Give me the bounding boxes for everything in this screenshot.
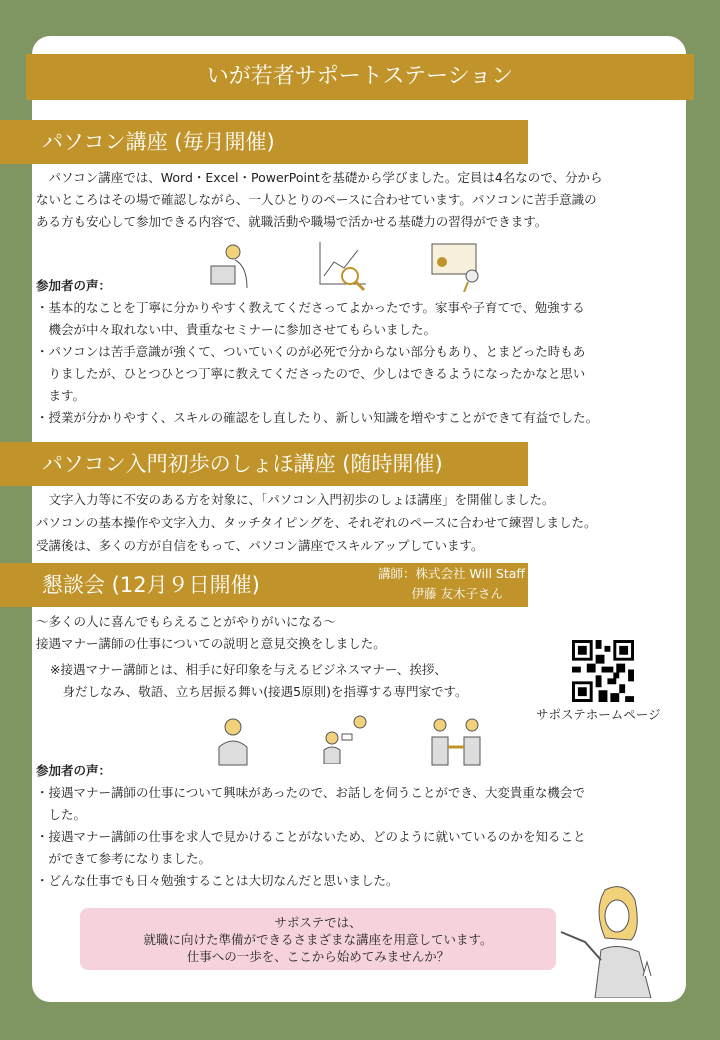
voice-item: ができて参考になりました。 <box>36 851 212 866</box>
speech-bubble <box>80 908 556 970</box>
seminar-note <box>50 659 467 703</box>
text-line: パソコンの基本操作や文字入力、タッチタイピングを、それぞれのペースに合わせて練習しました。 <box>36 515 597 530</box>
qr-code[interactable] <box>572 640 634 702</box>
voice-item: ・基本的なことを丁寧に分かりやすく教えてくださってよかったです。家事や子育てで、勉強する <box>36 300 585 315</box>
instructor-info <box>350 564 525 604</box>
voice-item: りましたが、ひとつひとつ丁寧に教えてくださったので、少しはできるようになったかなと思い <box>36 366 586 381</box>
text-line: ある方も安心して参加できる内容で、就職活動や職場で活かせる基礎力の習得ができます。 <box>36 214 548 229</box>
instructor-company: 講師：株式会社 Will Staff <box>377 566 525 581</box>
bubble-line: 仕事への一歩を、ここから始めてみませんか？ <box>186 949 450 964</box>
voice-item: ・パソコンは苦手意識が強くて、ついていくのが必死で分からない部分もあり、とまどった時もあ <box>36 344 586 359</box>
voice-item: した。 <box>36 807 87 822</box>
voice-item: ・接遇マナー講師の仕事を求人で見かけることがないため、どのように就いているのかを知ること <box>36 829 586 844</box>
pc-course-voices <box>36 297 598 429</box>
text-line: ※接遇マナー講師とは、相手に好印象を与えるビジネスマナー、挨拶、 <box>50 662 447 677</box>
instructor-name: 伊藤 友木子さん <box>411 586 503 601</box>
page-title: いが若者サポートステーション <box>26 54 694 100</box>
text-line: ないところはその場で確認しながら、一人ひとりのペースに合わせています。パソコンに苦手意識の <box>36 192 597 207</box>
seminar-title: 懇談会 (12月９日開催) <box>42 573 260 597</box>
text-line: 文字入力等に不安のある方を対象に、「パソコン入門初歩のしょほ講座」を開催しました。 <box>36 492 555 507</box>
voice-item: ・どんな仕事でも日々勉強することは大切なんだと思いました。 <box>36 873 399 888</box>
businesswoman-icon <box>205 715 261 767</box>
text-line: 受講後は、多くの方が自信をもって、パソコン講座でスキルアップしています。 <box>36 538 484 553</box>
presentation-icon <box>430 240 486 292</box>
bubble-line: サポステでは、 <box>274 915 362 930</box>
qr-caption: サポステホームページ <box>536 707 661 722</box>
text-line: 身だしなみ、敬語、立ち居振る舞い(接遇5原則)を指導する専門家です。 <box>50 684 468 699</box>
voices-label: 参加者の声： <box>36 763 112 778</box>
bubble-line: 就職に向けた準備ができるさまざまな講座を用意しています。 <box>143 932 493 947</box>
seminar-intro <box>36 611 386 655</box>
data-analysis-icon <box>316 240 372 292</box>
handshake-icon <box>428 715 484 767</box>
seminar-voices <box>36 782 586 892</box>
person-laptop-icon <box>203 240 259 292</box>
voice-item: 機会が中々取れない中、貴重なセミナーに参加させてもらいました。 <box>36 322 437 337</box>
woman-pointing-illustration <box>555 880 665 998</box>
beginner-course-intro <box>36 488 597 557</box>
text-line: 接遇マナー講師の仕事についての説明と意見交換をしました。 <box>36 636 386 651</box>
voice-item: ・授業が分かりやすく、スキルの確認をし直したり、新しい知識を増やすことができて有益でした。 <box>36 410 599 425</box>
section-heading-beginner-course: パソコン入門初歩のしょほ講座 (随時開催) <box>0 442 528 486</box>
text-line: ～多くの人に喜んでもらえることがやりがいになる～ <box>36 614 337 629</box>
voice-item: ・接遇マナー講師の仕事について興味があったので、お話しを伺うことができ、大変貴重な機会で <box>36 785 585 800</box>
voice-item: ます。 <box>36 388 86 403</box>
pc-course-intro <box>36 167 603 233</box>
text-line: パソコン講座では、Word・Excel・PowerPointを基礎から学びました。定員は4名なので、分から <box>36 170 603 185</box>
voices-label: 参加者の声： <box>36 278 112 293</box>
section-heading-pc-course: パソコン講座 (毎月開催) <box>0 120 528 164</box>
business-card-exchange-icon <box>318 712 374 764</box>
